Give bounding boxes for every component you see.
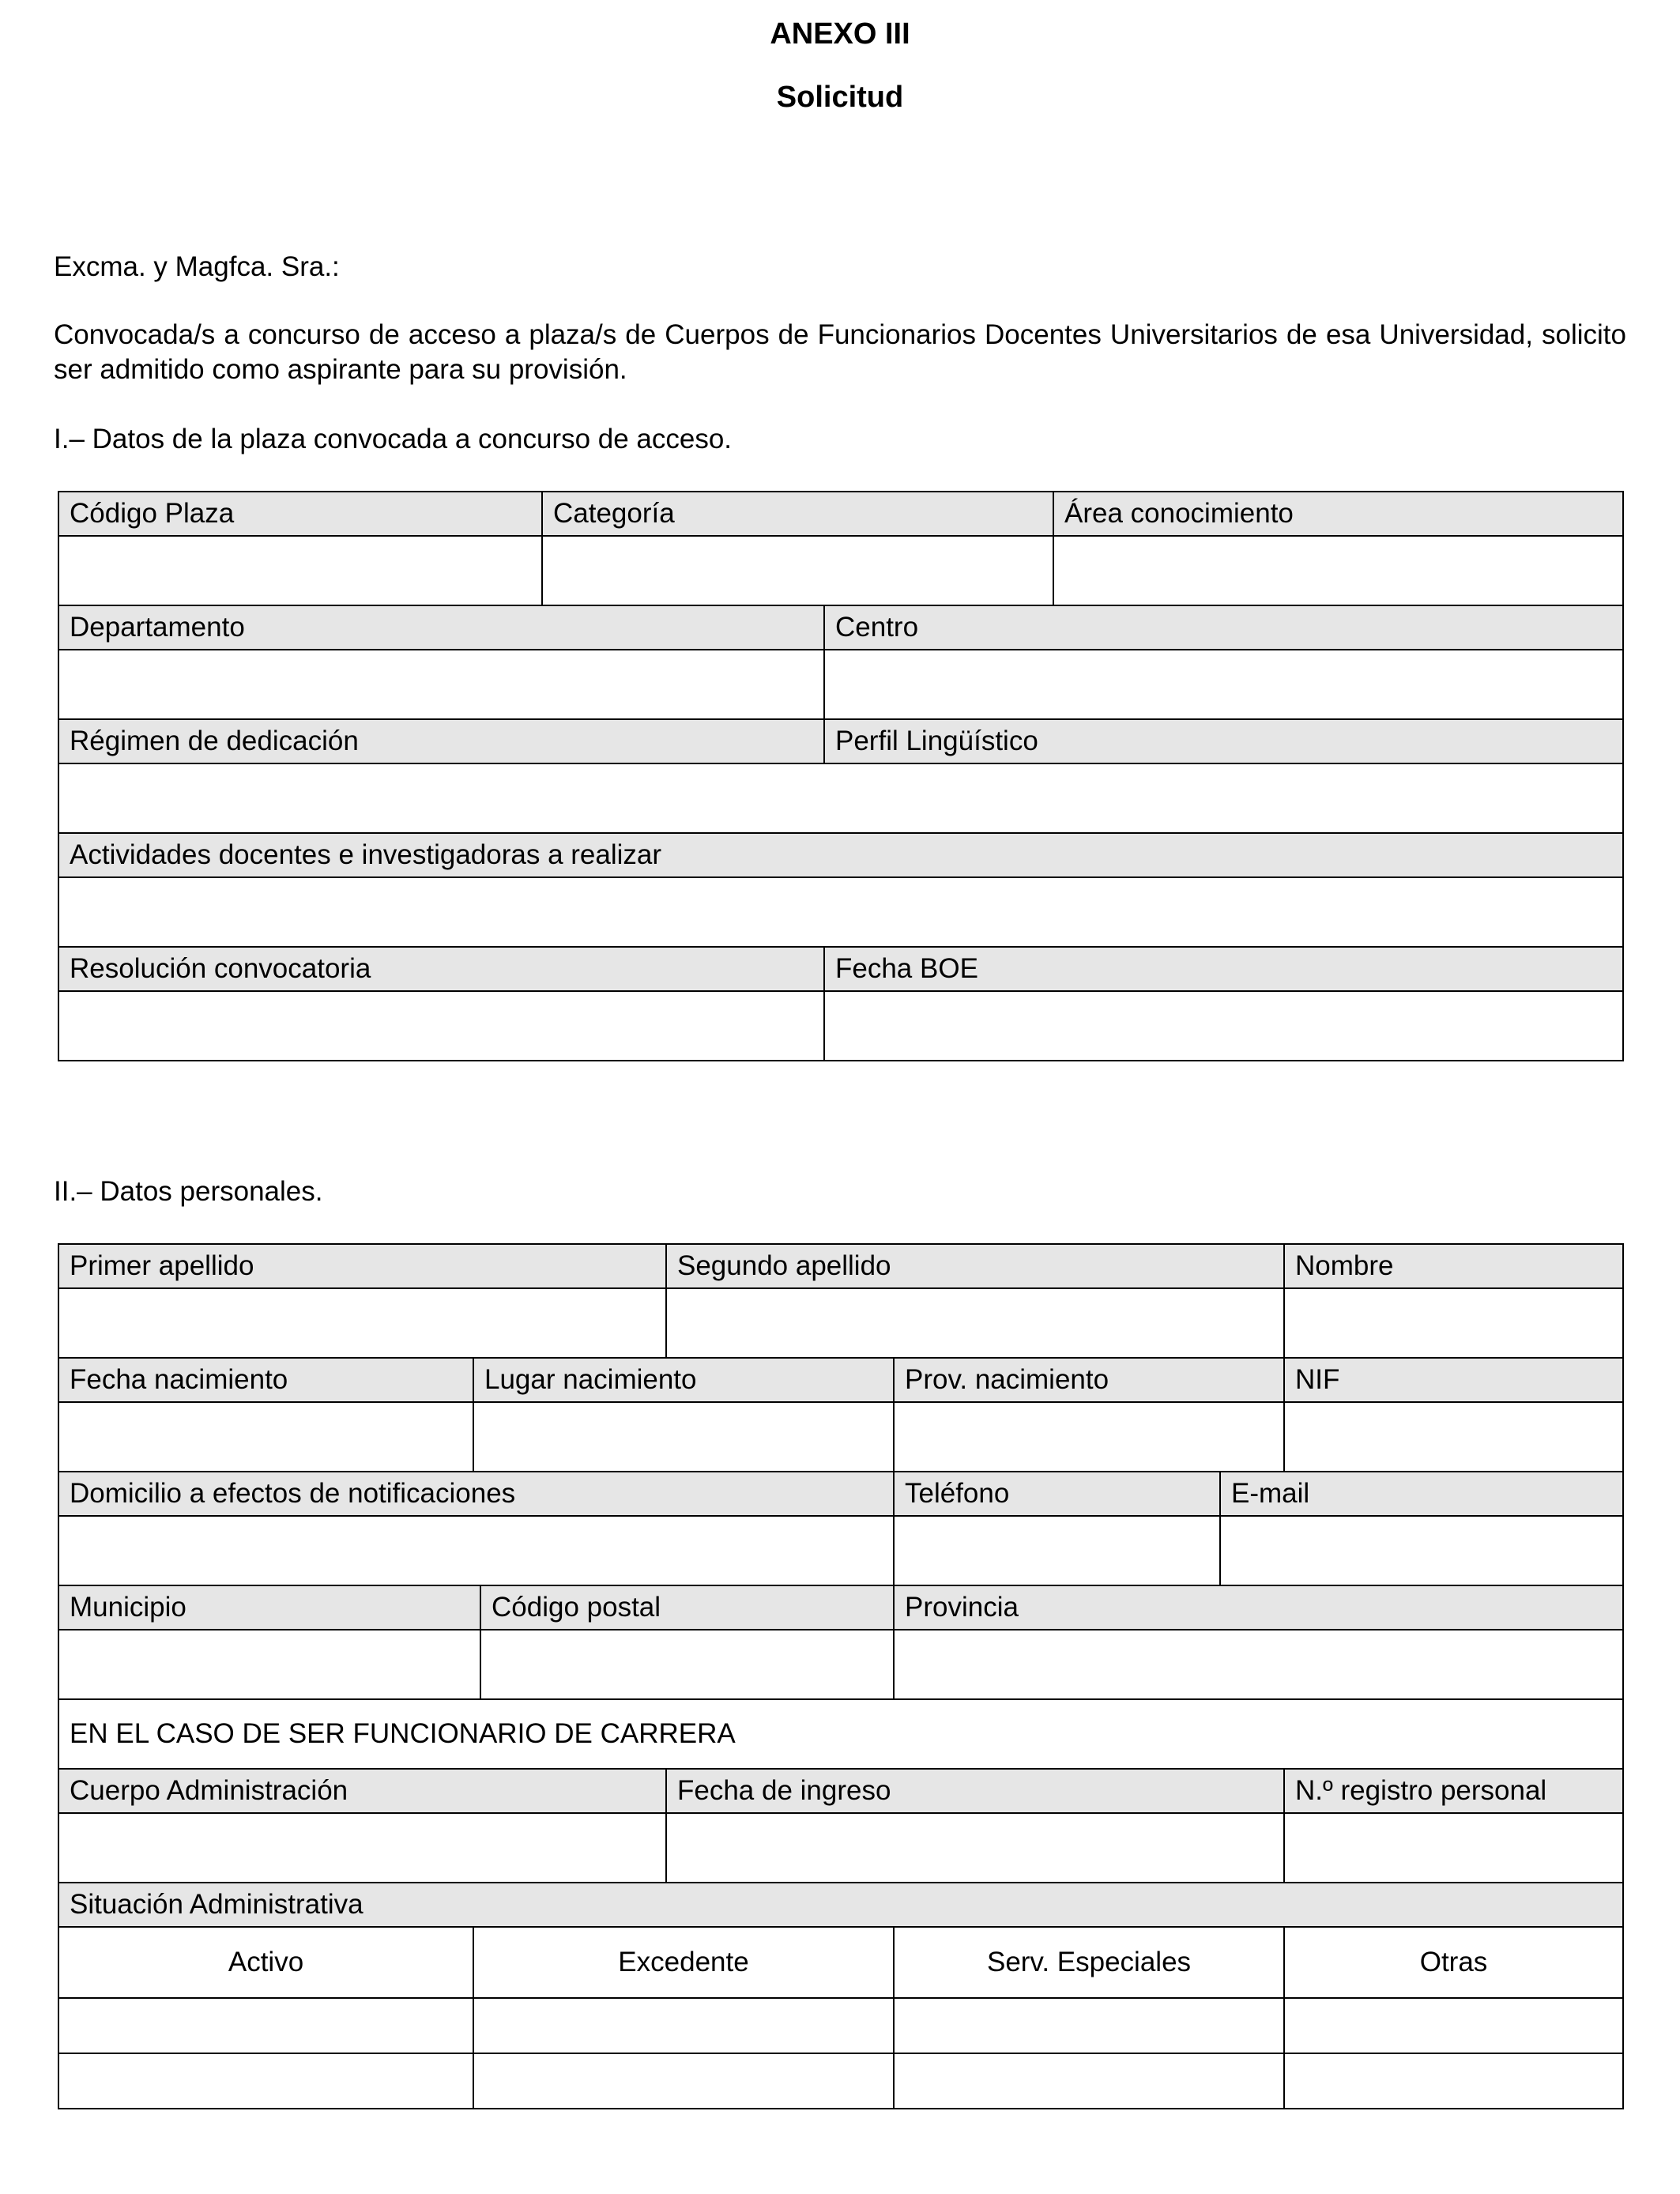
segundo-apellido-field[interactable]	[666, 1288, 1284, 1358]
fecha-boe-label: Fecha BOE	[824, 947, 1623, 991]
perfil-linguistico-label: Perfil Lingüístico	[824, 719, 1623, 763]
fecha-ingreso-field[interactable]	[666, 1813, 1284, 1883]
codigo-plaza-field[interactable]	[58, 536, 542, 605]
section1-heading: I.– Datos de la plaza convocada a concurso de acceso.	[54, 424, 733, 454]
prov-nacimiento-label: Prov. nacimiento	[894, 1358, 1284, 1402]
personal-data-table	[58, 1243, 1624, 2109]
prov-nacimiento-field[interactable]	[894, 1402, 1284, 1472]
municipio-field[interactable]	[58, 1630, 480, 1699]
situacion-option-otras: Otras	[1284, 1927, 1623, 1998]
primer-apellido-field[interactable]	[58, 1288, 666, 1358]
lugar-nacimiento-field[interactable]	[473, 1402, 894, 1472]
fecha-ingreso-label: Fecha de ingreso	[666, 1769, 1284, 1813]
situacion-option-excedente: Excedente	[473, 1927, 894, 1998]
plaza-data-table	[58, 491, 1624, 1061]
centro-label: Centro	[824, 605, 1623, 650]
area-conocimiento-label: Área conocimiento	[1053, 492, 1623, 536]
telefono-field[interactable]	[894, 1516, 1220, 1585]
domicilio-label: Domicilio a efectos de notificaciones	[58, 1472, 894, 1516]
annex-title: ANEXO III	[770, 17, 910, 51]
resolucion-convocatoria-field[interactable]	[58, 991, 824, 1061]
situacion-option-activo: Activo	[58, 1927, 473, 1998]
situacion-option-serv-especiales: Serv. Especiales	[894, 1927, 1284, 1998]
categoria-label: Categoría	[542, 492, 1053, 536]
categoria-field[interactable]	[542, 536, 1053, 605]
provincia-label: Provincia	[894, 1585, 1623, 1630]
situacion-serv-especiales-cell-2[interactable]	[894, 2053, 1284, 2109]
actividades-field[interactable]	[58, 877, 1623, 947]
registro-personal-field[interactable]	[1284, 1813, 1623, 1883]
situacion-excedente-cell-2[interactable]	[473, 2053, 894, 2109]
nif-field[interactable]	[1284, 1402, 1623, 1472]
nif-label: NIF	[1284, 1358, 1623, 1402]
situacion-otras-cell-2[interactable]	[1284, 2053, 1623, 2109]
departamento-label: Departamento	[58, 605, 824, 650]
nombre-field[interactable]	[1284, 1288, 1623, 1358]
codigo-postal-field[interactable]	[480, 1630, 894, 1699]
situacion-administrativa-label: Situación Administrativa	[58, 1883, 1623, 1927]
regimen-perfil-field[interactable]	[58, 763, 1623, 833]
regimen-dedicacion-label: Régimen de dedicación	[58, 719, 824, 763]
situacion-otras-cell[interactable]	[1284, 1998, 1623, 2053]
intro-paragraph: Convocada/s a concurso de acceso a plaza/s de Cuerpos de Funcionarios Docentes Universitarios de esa Universidad, solicito ser admitido como aspirante para su provisión.	[54, 319, 1626, 385]
codigo-plaza-label: Código Plaza	[58, 492, 542, 536]
fecha-boe-field[interactable]	[824, 991, 1623, 1061]
funcionario-carrera-heading: EN EL CASO DE SER FUNCIONARIO DE CARRERA	[58, 1699, 1623, 1769]
situacion-serv-especiales-cell[interactable]	[894, 1998, 1284, 2053]
segundo-apellido-label: Segundo apellido	[666, 1244, 1284, 1288]
actividades-label: Actividades docentes e investigadoras a realizar	[58, 833, 1623, 877]
centro-field[interactable]	[824, 650, 1623, 719]
document-subtitle: Solicitud	[776, 81, 904, 114]
lugar-nacimiento-label: Lugar nacimiento	[473, 1358, 894, 1402]
section2-heading: II.– Datos personales.	[54, 1176, 323, 1207]
primer-apellido-label: Primer apellido	[58, 1244, 666, 1288]
fecha-nacimiento-label: Fecha nacimiento	[58, 1358, 473, 1402]
cuerpo-administracion-label: Cuerpo Administración	[58, 1769, 666, 1813]
municipio-label: Municipio	[58, 1585, 480, 1630]
situacion-excedente-cell[interactable]	[473, 1998, 894, 2053]
nombre-label: Nombre	[1284, 1244, 1623, 1288]
area-conocimiento-field[interactable]	[1053, 536, 1623, 605]
codigo-postal-label: Código postal	[480, 1585, 894, 1630]
salutation: Excma. y Magfca. Sra.:	[54, 251, 340, 282]
email-label: E-mail	[1220, 1472, 1623, 1516]
provincia-field[interactable]	[894, 1630, 1623, 1699]
registro-personal-label: N.º registro personal	[1284, 1769, 1623, 1813]
cuerpo-administracion-field[interactable]	[58, 1813, 666, 1883]
departamento-field[interactable]	[58, 650, 824, 719]
situacion-activo-cell-2[interactable]	[58, 2053, 473, 2109]
fecha-nacimiento-field[interactable]	[58, 1402, 473, 1472]
resolucion-convocatoria-label: Resolución convocatoria	[58, 947, 824, 991]
situacion-activo-cell[interactable]	[58, 1998, 473, 2053]
telefono-label: Teléfono	[894, 1472, 1220, 1516]
domicilio-field[interactable]	[58, 1516, 894, 1585]
email-field[interactable]	[1220, 1516, 1623, 1585]
